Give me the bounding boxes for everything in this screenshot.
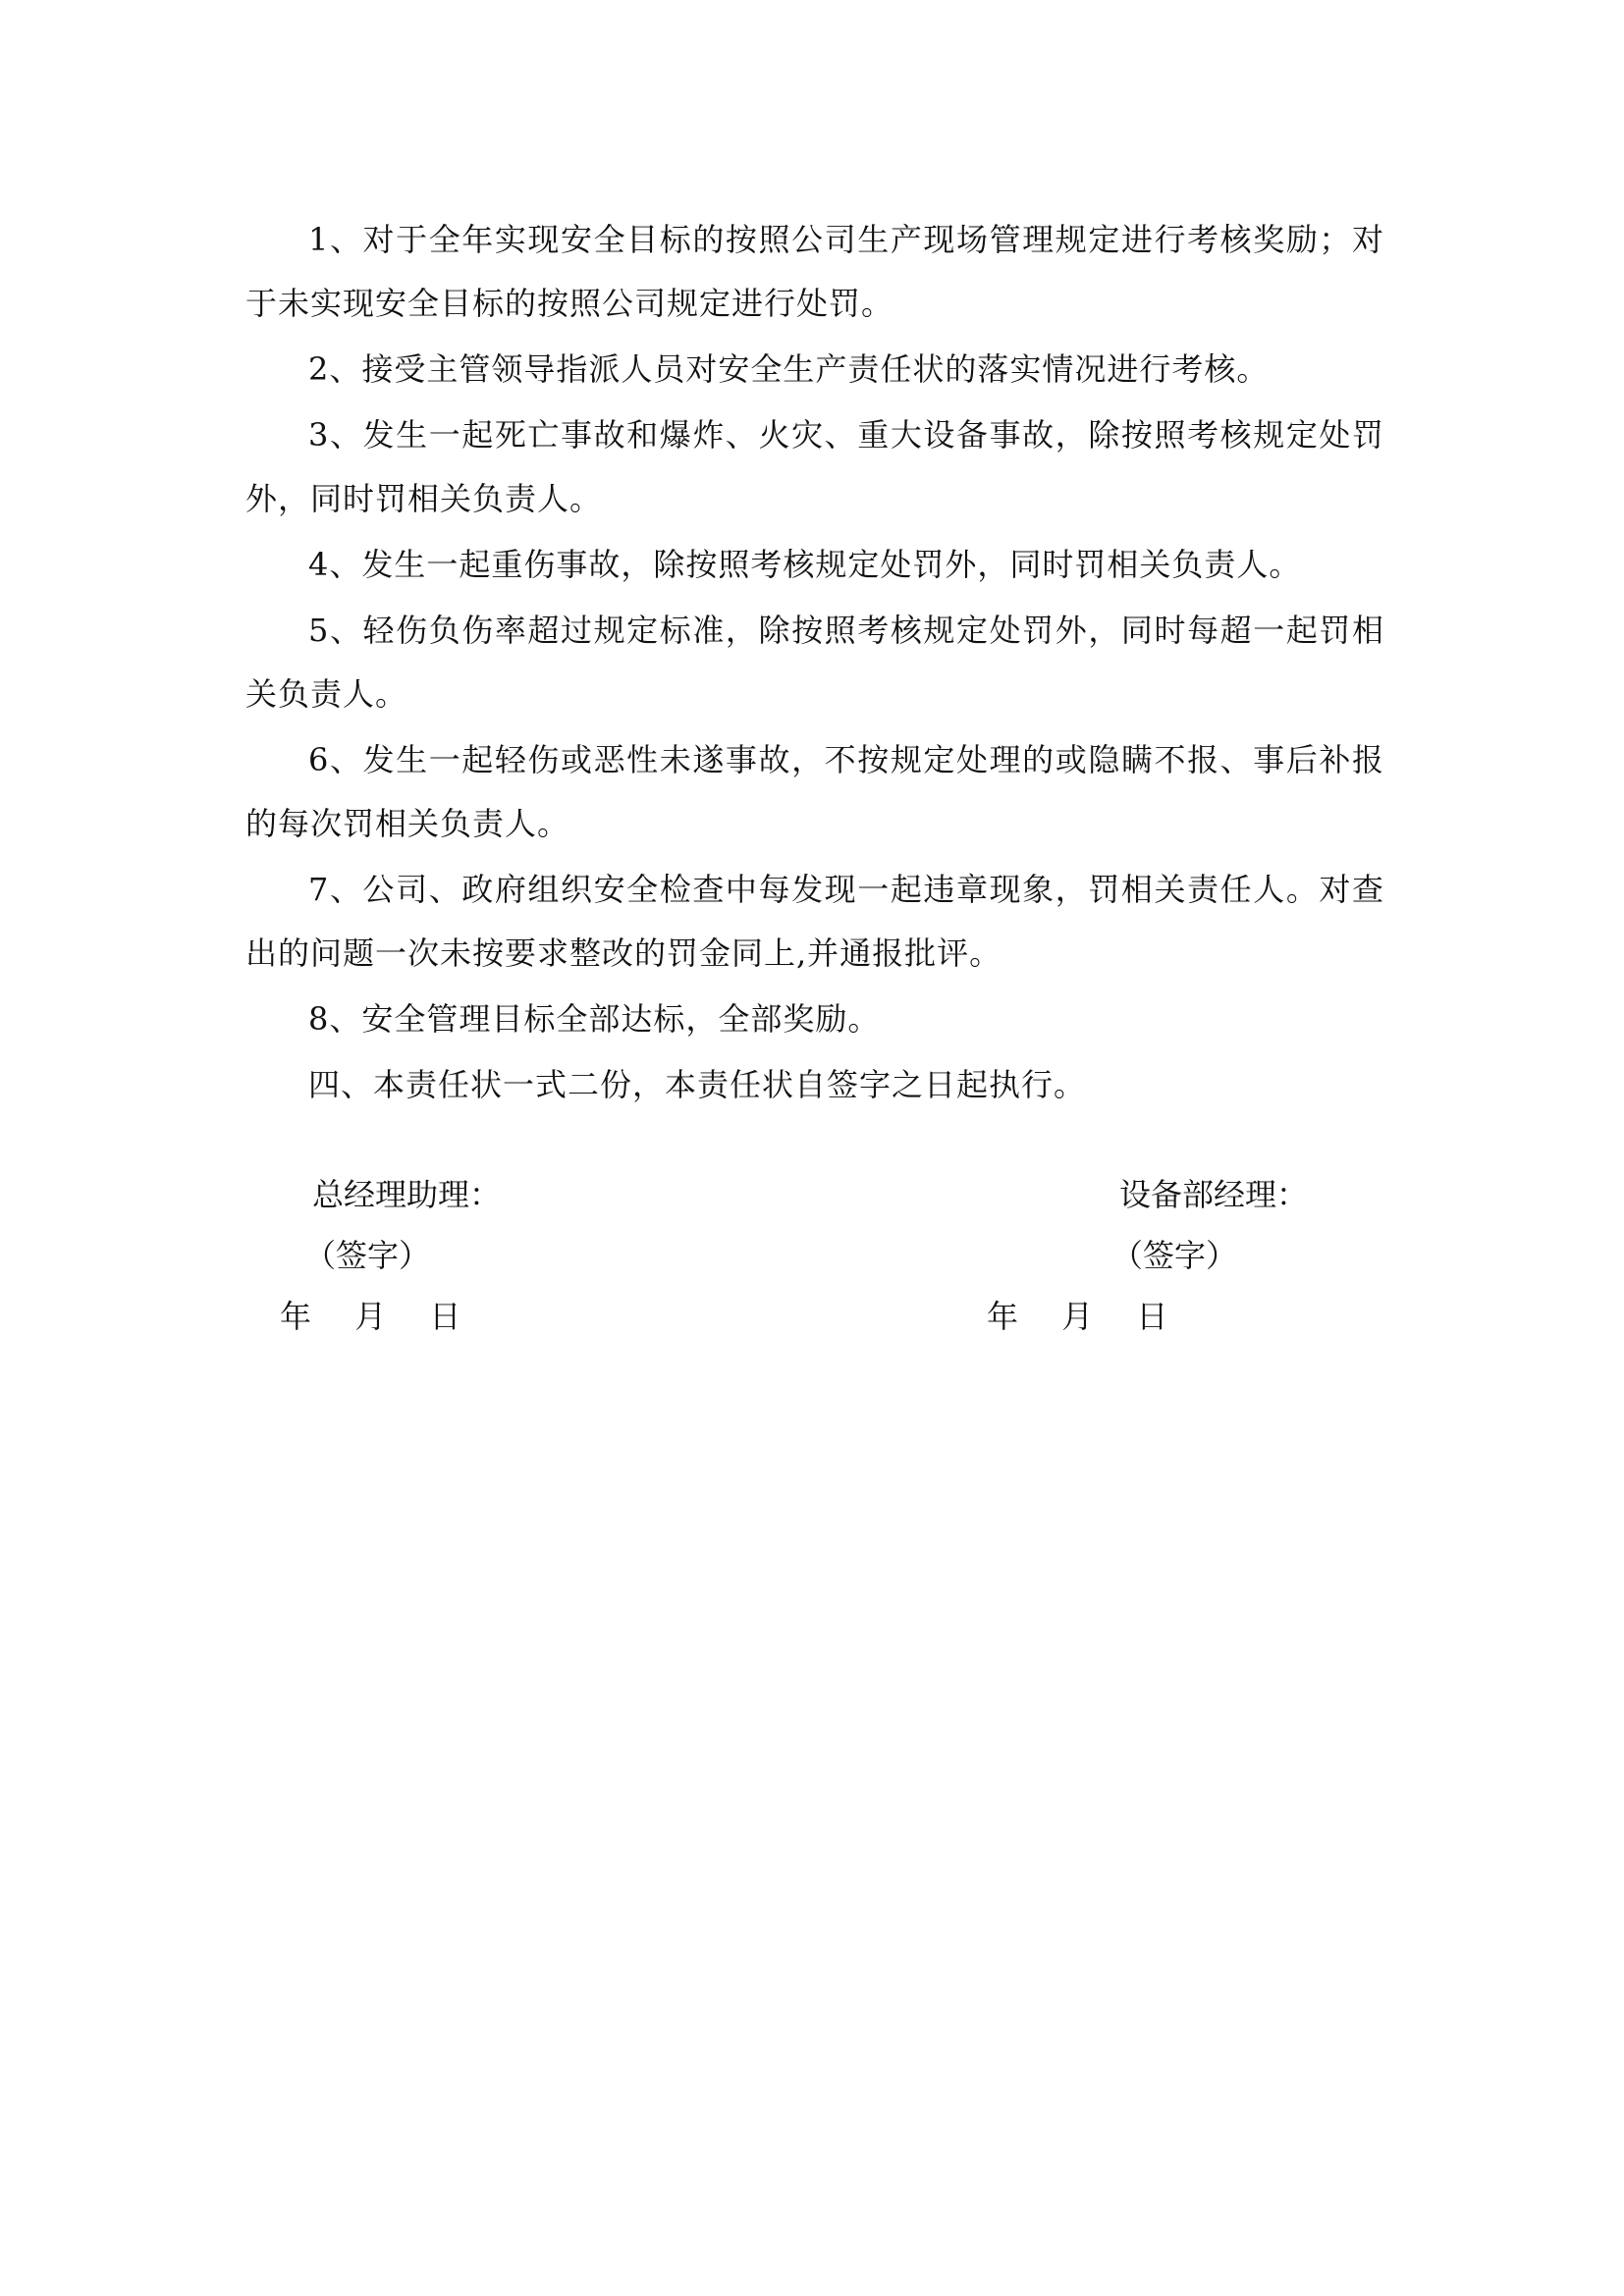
date-month-right: 月: [1061, 1298, 1094, 1335]
signature-title-right: 设备部经理：: [1119, 1176, 1309, 1213]
clause-four-execution: 四、本责任状一式二份，本责任状自签字之日起执行。: [308, 1066, 1087, 1103]
signature-block-right: [1111, 1164, 1309, 1286]
signature-title-left: 总经理助理：: [312, 1176, 502, 1213]
signature-note-left: （签字）: [304, 1237, 431, 1274]
document-body: [245, 208, 1384, 1119]
clause-3: 3、发生一起死亡事故和爆炸、火灾、重大设备事故，除按照考核规定处罚外，同时罚相关负责人。: [245, 416, 1384, 517]
signature-date-right: [987, 1286, 1201, 1347]
date-day-right: 日: [1136, 1298, 1168, 1335]
clause-6: 6、发生一起轻伤或恶性未遂事故，不按规定处理的或隐瞒不报、事后补报的每次罚相关负责人。: [245, 741, 1384, 842]
clause-2: 2、接受主管领导指派人员对安全生产责任状的落实情况进行考核。: [308, 350, 1270, 388]
clause-1: 1、对于全年实现安全目标的按照公司生产现场管理规定进行考核奖励；对于未实现安全目标的按照公司规定进行处罚。: [245, 221, 1384, 322]
clause-7: 7、公司、政府组织安全检查中每发现一起违章现象，罚相关责任人。对查出的问题一次未按要求整改的罚金同上,并通报批评。: [245, 871, 1384, 972]
clause-4: 4、发生一起重伤事故，除按照考核规定处罚外，同时罚相关负责人。: [308, 546, 1302, 583]
date-day-left: 日: [429, 1298, 461, 1335]
signature-note-right: （签字）: [1111, 1237, 1238, 1274]
signature-date-left: [280, 1286, 494, 1347]
signature-block-left: [304, 1164, 502, 1286]
date-year-left: 年: [280, 1298, 312, 1335]
clause-8: 8、安全管理目标全部达标，全部奖励。: [308, 1000, 881, 1038]
date-year-right: 年: [987, 1298, 1019, 1335]
clause-5: 5、轻伤负伤率超过规定标准，除按照考核规定处罚外，同时每超一起罚相关负责人。: [245, 612, 1384, 713]
date-month-left: 月: [354, 1298, 387, 1335]
